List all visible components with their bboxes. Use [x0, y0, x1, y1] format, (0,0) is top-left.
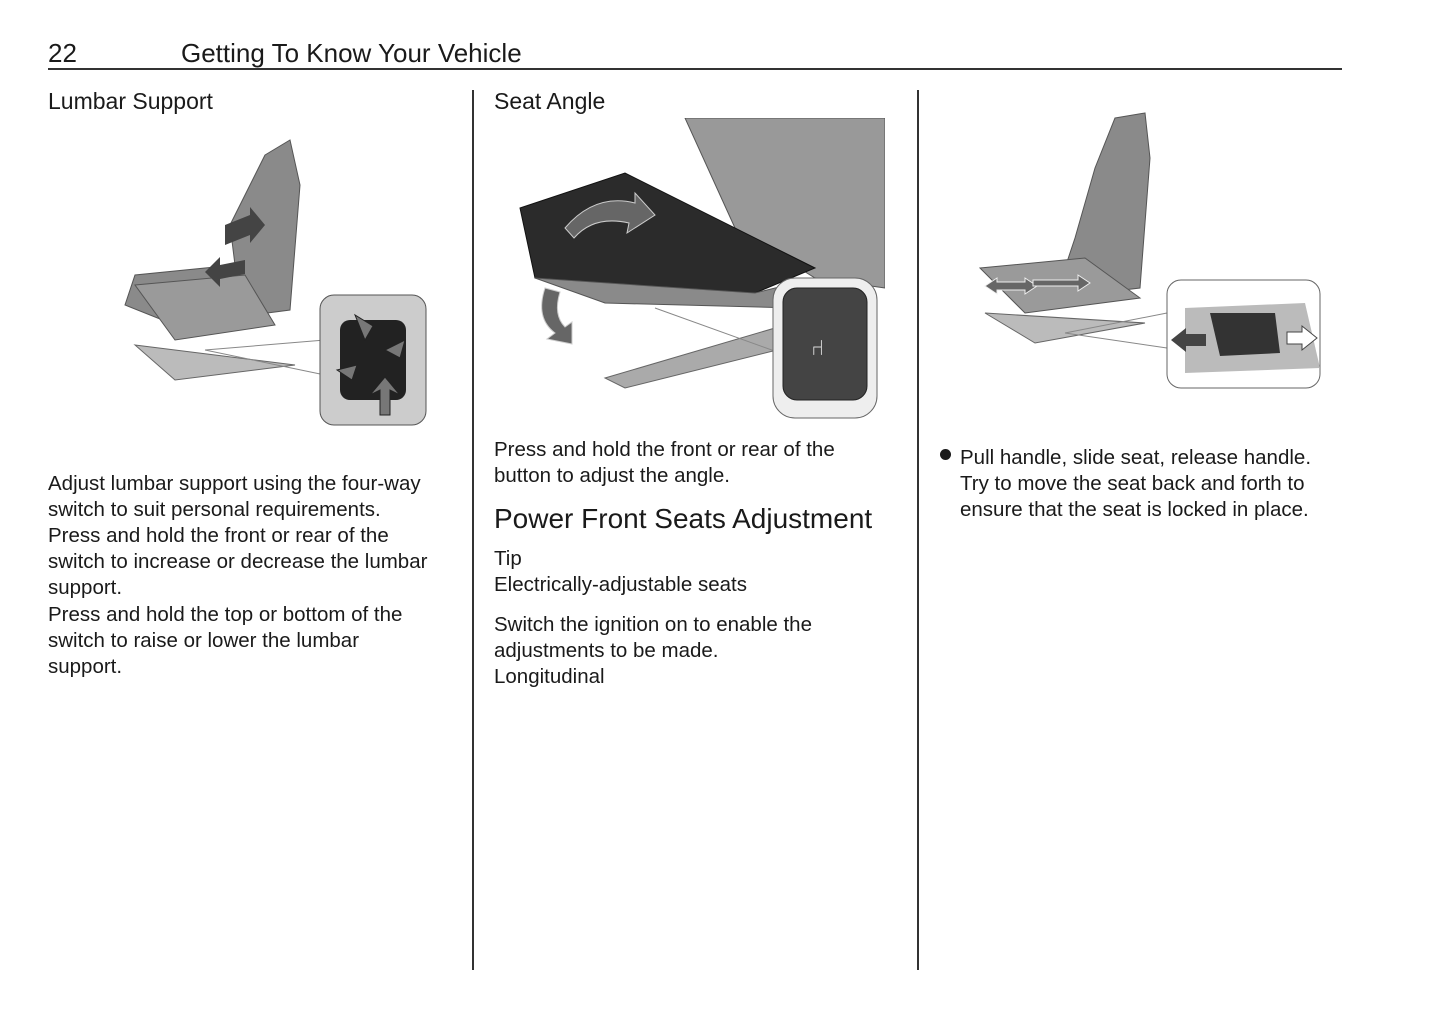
lumbar-support-illustration [115, 135, 435, 430]
lumbar-paragraph: Adjust lumbar support using the four-way switch to suit personal requirements. [48, 472, 421, 522]
column-divider [917, 90, 919, 970]
seat-angle-illustration [515, 118, 885, 423]
bullet-icon [940, 449, 951, 460]
page-header-title: Getting To Know Your Vehicle [181, 38, 522, 68]
seat-angle-paragraph: Press and hold the front or rear of the button to adjust the angle. [494, 438, 835, 488]
tip-label: Tip [494, 547, 522, 570]
page-number: 22 [48, 38, 77, 68]
svg-text:⑁: ⑁ [811, 336, 825, 361]
power-front-seats-heading: Power Front Seats Adjustment [494, 503, 873, 534]
longitudinal-subheading: Longitudinal [494, 665, 605, 688]
column-divider [472, 90, 474, 970]
tip-title: Electrically-adjustable seats [494, 573, 747, 596]
header-rule [48, 68, 1342, 70]
lumbar-paragraph: Press and hold the front or rear of the switch to increase or decrease the lumbar support. [48, 524, 428, 600]
seat-angle-heading: Seat Angle [494, 88, 606, 114]
slide-seat-instruction: Pull handle, slide seat, release handle. Try to move the seat back and forth to ensure that the seat is locked in place. [960, 446, 1312, 522]
longitudinal-adjustment-illustration [975, 108, 1325, 393]
tip-text: Switch the ignition on to enable the adjustments to be made. [494, 613, 812, 663]
lumbar-support-heading: Lumbar Support [48, 88, 213, 114]
lumbar-paragraph: Press and hold the top or bottom of the switch to raise or lower the lumbar support. [48, 603, 403, 679]
